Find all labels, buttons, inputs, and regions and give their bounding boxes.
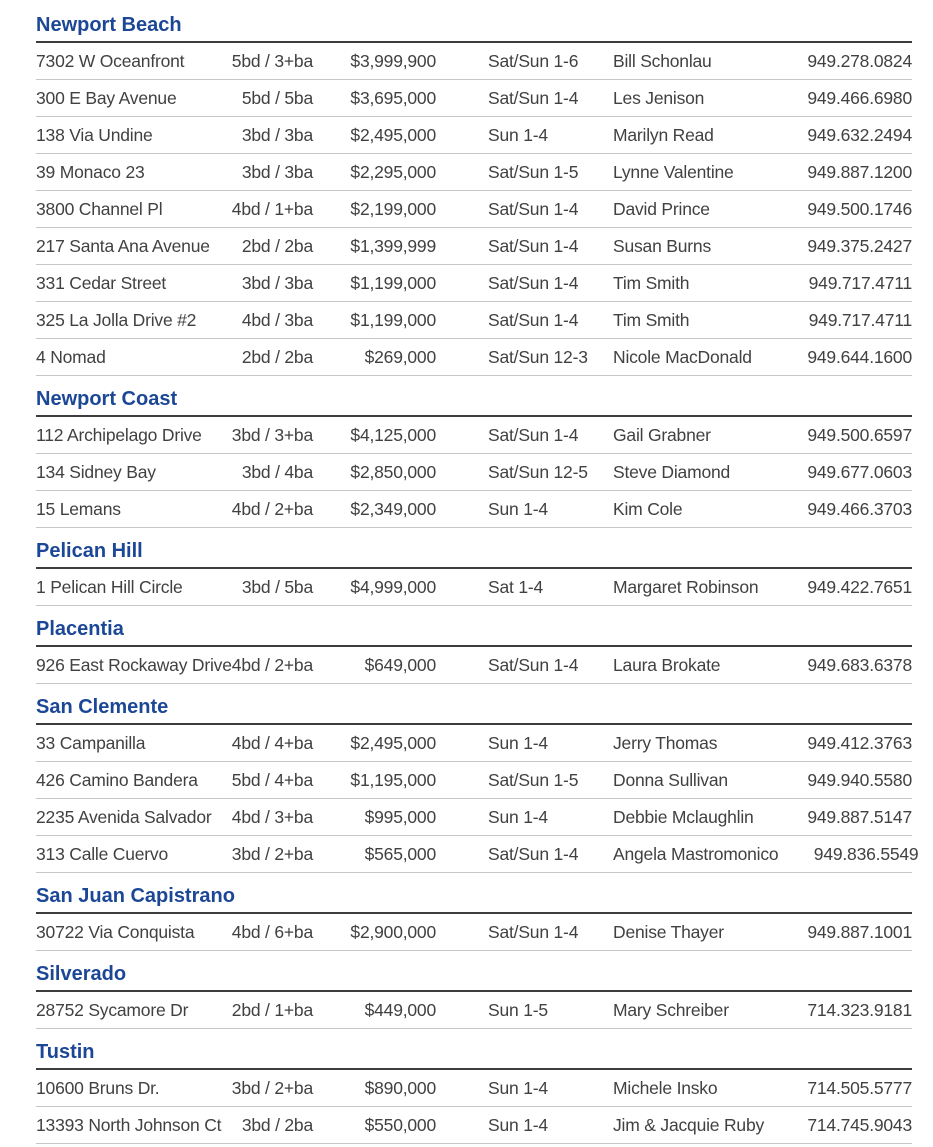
open-house-time: Sun 1-4 [488, 806, 548, 827]
listing-address: 30722 Via Conquista [36, 921, 195, 942]
listing-price: $449,000 [364, 999, 436, 1020]
listing-rows [36, 992, 912, 1029]
open-house-time: Sat/Sun 1-4 [488, 309, 579, 330]
listing-address: 3800 Channel Pl [36, 198, 163, 219]
city-heading [36, 388, 912, 417]
agent-name: Tim Smith [613, 272, 690, 293]
agent-name: Gail Grabner [613, 424, 711, 445]
city-heading [36, 14, 912, 43]
listing-row [36, 1107, 912, 1144]
listing-price: $1,195,000 [350, 769, 436, 790]
open-house-time: Sun 1-4 [488, 1114, 548, 1135]
agent-name: Les Jenison [613, 87, 705, 108]
listing-bedbath: 3bd / 3ba [241, 124, 313, 145]
listing-row [36, 992, 912, 1029]
listing-price: $890,000 [364, 1077, 436, 1098]
listing-bedbath: 4bd / 3ba [241, 309, 313, 330]
listing-bedbath: 3bd / 3+ba [231, 424, 313, 445]
agent-name: Susan Burns [613, 235, 711, 256]
listing-rows [36, 725, 919, 873]
listing-bedbath: 2bd / 2ba [241, 235, 313, 256]
listing-address: 39 Monaco 23 [36, 161, 145, 182]
listing-row [36, 80, 912, 117]
listing-address: 426 Camino Bandera [36, 769, 198, 790]
listing-row [36, 647, 912, 684]
listing-address: 300 E Bay Avenue [36, 87, 177, 108]
listing-price: $2,295,000 [350, 161, 436, 182]
city-section [36, 696, 919, 873]
agent-name: Tim Smith [613, 309, 690, 330]
listing-price: $2,850,000 [350, 461, 436, 482]
open-house-time: Sat/Sun 1-4 [488, 424, 579, 445]
agent-name: Angela Mastromonico [613, 843, 779, 864]
listing-price: $3,695,000 [350, 87, 436, 108]
listing-bedbath: 3bd / 2ba [241, 1114, 313, 1135]
agent-name: Steve Diamond [613, 461, 731, 482]
city-heading [36, 963, 912, 992]
listing-price: $1,399,999 [350, 235, 436, 256]
listing-row [36, 762, 912, 799]
agent-name: Donna Sullivan [613, 769, 728, 790]
listing-row [36, 491, 912, 528]
listing-bedbath: 2bd / 1+ba [231, 999, 313, 1020]
city-heading [36, 885, 912, 914]
agent-name: Lynne Valentine [613, 161, 734, 182]
listing-price: $1,199,000 [350, 272, 436, 293]
listing-address: 28752 Sycamore Dr [36, 999, 189, 1020]
city-name: Silverado [36, 963, 127, 985]
agent-phone: 949.677.0603 [807, 461, 912, 482]
listing-row [36, 836, 919, 873]
listing-row [36, 725, 912, 762]
city-name: Newport Beach [36, 14, 182, 36]
listing-address: 7302 W Oceanfront [36, 50, 185, 71]
listing-address: 313 Calle Cuervo [36, 843, 169, 864]
agent-phone: 714.745.9043 [807, 1114, 912, 1135]
agent-name: Debbie Mclaughlin [613, 806, 754, 827]
city-heading [36, 540, 912, 569]
listing-price: $1,199,000 [350, 309, 436, 330]
listing-rows [36, 43, 912, 376]
open-house-time: Sat/Sun 1-5 [488, 769, 579, 790]
open-house-time: Sat/Sun 1-4 [488, 87, 579, 108]
open-house-time: Sat/Sun 1-4 [488, 272, 579, 293]
listing-row [36, 339, 912, 376]
agent-phone: 949.412.3763 [807, 732, 912, 753]
agent-name: Marilyn Read [613, 124, 714, 145]
agent-name: Jim & Jacquie Ruby [613, 1114, 765, 1135]
listing-row [36, 302, 912, 339]
agent-phone: 949.500.1746 [807, 198, 912, 219]
listing-address: 2235 Avenida Salvador [36, 806, 212, 827]
open-house-time: Sat 1-4 [488, 576, 544, 597]
city-name: Newport Coast [36, 388, 178, 410]
agent-phone: 714.505.5777 [807, 1077, 912, 1098]
listing-price: $565,000 [364, 843, 436, 864]
listing-price: $269,000 [364, 346, 436, 367]
listing-row [36, 265, 912, 302]
listing-row [36, 43, 912, 80]
agent-name: Mary Schreiber [613, 999, 729, 1020]
listing-bedbath: 3bd / 2+ba [231, 843, 313, 864]
listing-address: 112 Archipelago Drive [36, 424, 202, 445]
city-name: Placentia [36, 618, 124, 640]
listing-price: $995,000 [364, 806, 436, 827]
city-name: Tustin [36, 1041, 95, 1063]
city-section [36, 540, 912, 606]
city-name: Pelican Hill [36, 540, 143, 562]
listing-address: 217 Santa Ana Avenue [36, 235, 210, 256]
agent-phone: 949.500.6597 [807, 424, 912, 445]
listing-price: $2,900,000 [350, 921, 436, 942]
agent-phone: 949.278.0824 [807, 50, 912, 71]
listing-price: $550,000 [364, 1114, 436, 1135]
agent-name: David Prince [613, 198, 710, 219]
agent-phone: 949.887.5147 [807, 806, 912, 827]
listing-bedbath: 3bd / 2+ba [231, 1077, 313, 1098]
city-section [36, 618, 912, 684]
open-house-time: Sat/Sun 12-3 [488, 346, 588, 367]
listing-address: 4 Nomad [36, 346, 106, 367]
open-house-time: Sat/Sun 12-5 [488, 461, 588, 482]
listing-bedbath: 4bd / 2+ba [231, 498, 313, 519]
listing-price: $4,999,000 [350, 576, 436, 597]
listing-rows [36, 647, 912, 684]
city-heading [36, 618, 912, 647]
agent-name: Laura Brokate [613, 654, 721, 675]
listing-row [36, 1070, 912, 1107]
agent-phone: 949.632.2494 [807, 124, 912, 145]
listing-rows [36, 1070, 912, 1144]
listing-rows [36, 914, 912, 951]
open-house-time: Sat/Sun 1-4 [488, 235, 579, 256]
agent-phone: 949.683.6378 [807, 654, 912, 675]
listing-bedbath: 4bd / 2+ba [231, 654, 313, 675]
city-heading [36, 696, 912, 725]
open-house-time: Sun 1-4 [488, 732, 548, 753]
agent-name: Jerry Thomas [613, 732, 718, 753]
listing-row [36, 417, 912, 454]
listing-row [36, 117, 912, 154]
listing-address: 10600 Bruns Dr. [36, 1077, 160, 1098]
agent-name: Nicole MacDonald [613, 346, 752, 367]
listing-bedbath: 3bd / 5ba [241, 576, 313, 597]
listing-row [36, 799, 912, 836]
listing-bedbath: 5bd / 4+ba [231, 769, 313, 790]
agent-phone: 714.323.9181 [807, 999, 912, 1020]
city-heading [36, 1041, 912, 1070]
city-name: San Clemente [36, 696, 169, 718]
listing-price: $2,495,000 [350, 124, 436, 145]
open-house-time: Sat/Sun 1-6 [488, 50, 579, 71]
agent-phone: 949.940.5580 [807, 769, 912, 790]
agent-phone: 949.466.6980 [807, 87, 912, 108]
agent-phone: 949.375.2427 [807, 235, 912, 256]
listing-row [36, 228, 912, 265]
open-house-time: Sun 1-4 [488, 498, 548, 519]
listing-rows [36, 569, 912, 606]
listing-price: $3,999,900 [350, 50, 436, 71]
listing-price: $4,125,000 [350, 424, 436, 445]
open-house-time: Sat/Sun 1-4 [488, 843, 579, 864]
agent-name: Kim Cole [613, 498, 683, 519]
city-section [36, 1041, 912, 1144]
agent-phone: 949.717.4711 [808, 309, 912, 330]
agent-name: Bill Schonlau [613, 50, 712, 71]
listing-row [36, 191, 912, 228]
listing-bedbath: 5bd / 3+ba [231, 50, 313, 71]
open-house-time: Sun 1-4 [488, 1077, 548, 1098]
listing-address: 33 Campanilla [36, 732, 146, 753]
listing-bedbath: 4bd / 4+ba [231, 732, 313, 753]
listing-bedbath: 4bd / 3+ba [231, 806, 313, 827]
listing-address: 13393 North Johnson Ct [36, 1114, 222, 1135]
listing-price: $649,000 [364, 654, 436, 675]
agent-phone: 949.887.1001 [807, 921, 912, 942]
city-section [36, 963, 912, 1029]
listing-price: $2,349,000 [350, 498, 436, 519]
listing-bedbath: 5bd / 5ba [241, 87, 313, 108]
listing-row [36, 454, 912, 491]
agent-name: Michele Insko [613, 1077, 718, 1098]
listing-rows [36, 417, 912, 528]
listing-address: 1 Pelican Hill Circle [36, 576, 183, 597]
open-house-time: Sat/Sun 1-4 [488, 921, 579, 942]
listing-address: 15 Lemans [36, 498, 121, 519]
listing-address: 926 East Rockaway Drive [36, 654, 232, 675]
listing-price: $2,199,000 [350, 198, 436, 219]
agent-name: Denise Thayer [613, 921, 724, 942]
open-house-time: Sat/Sun 1-4 [488, 654, 579, 675]
agent-phone: 949.466.3703 [807, 498, 912, 519]
city-name: San Juan Capistrano [36, 885, 235, 907]
agent-phone: 949.887.1200 [807, 161, 912, 182]
agent-name: Margaret Robinson [613, 576, 759, 597]
open-house-time: Sun 1-4 [488, 124, 548, 145]
agent-phone: 949.717.4711 [808, 272, 912, 293]
agent-phone: 949.422.7651 [807, 576, 912, 597]
listing-address: 331 Cedar Street [36, 272, 167, 293]
city-section [36, 388, 912, 528]
city-section [36, 14, 912, 376]
listing-price: $2,495,000 [350, 732, 436, 753]
listing-address: 325 La Jolla Drive #2 [36, 309, 197, 330]
open-house-time: Sat/Sun 1-4 [488, 198, 579, 219]
listing-bedbath: 3bd / 4ba [241, 461, 313, 482]
listing-row [36, 914, 912, 951]
listing-bedbath: 4bd / 1+ba [231, 198, 313, 219]
agent-phone: 949.836.5549 [813, 843, 919, 864]
listing-bedbath: 4bd / 6+ba [231, 921, 313, 942]
open-house-time: Sat/Sun 1-5 [488, 161, 579, 182]
listing-bedbath: 2bd / 2ba [241, 346, 313, 367]
listing-bedbath: 3bd / 3ba [241, 161, 313, 182]
listing-row [36, 154, 912, 191]
listing-address: 134 Sidney Bay [36, 461, 156, 482]
listing-address: 138 Via Undine [36, 124, 153, 145]
agent-phone: 949.644.1600 [807, 346, 912, 367]
open-house-time: Sun 1-5 [488, 999, 548, 1020]
listing-bedbath: 3bd / 3ba [241, 272, 313, 293]
listing-row [36, 569, 912, 606]
city-section [36, 885, 912, 951]
